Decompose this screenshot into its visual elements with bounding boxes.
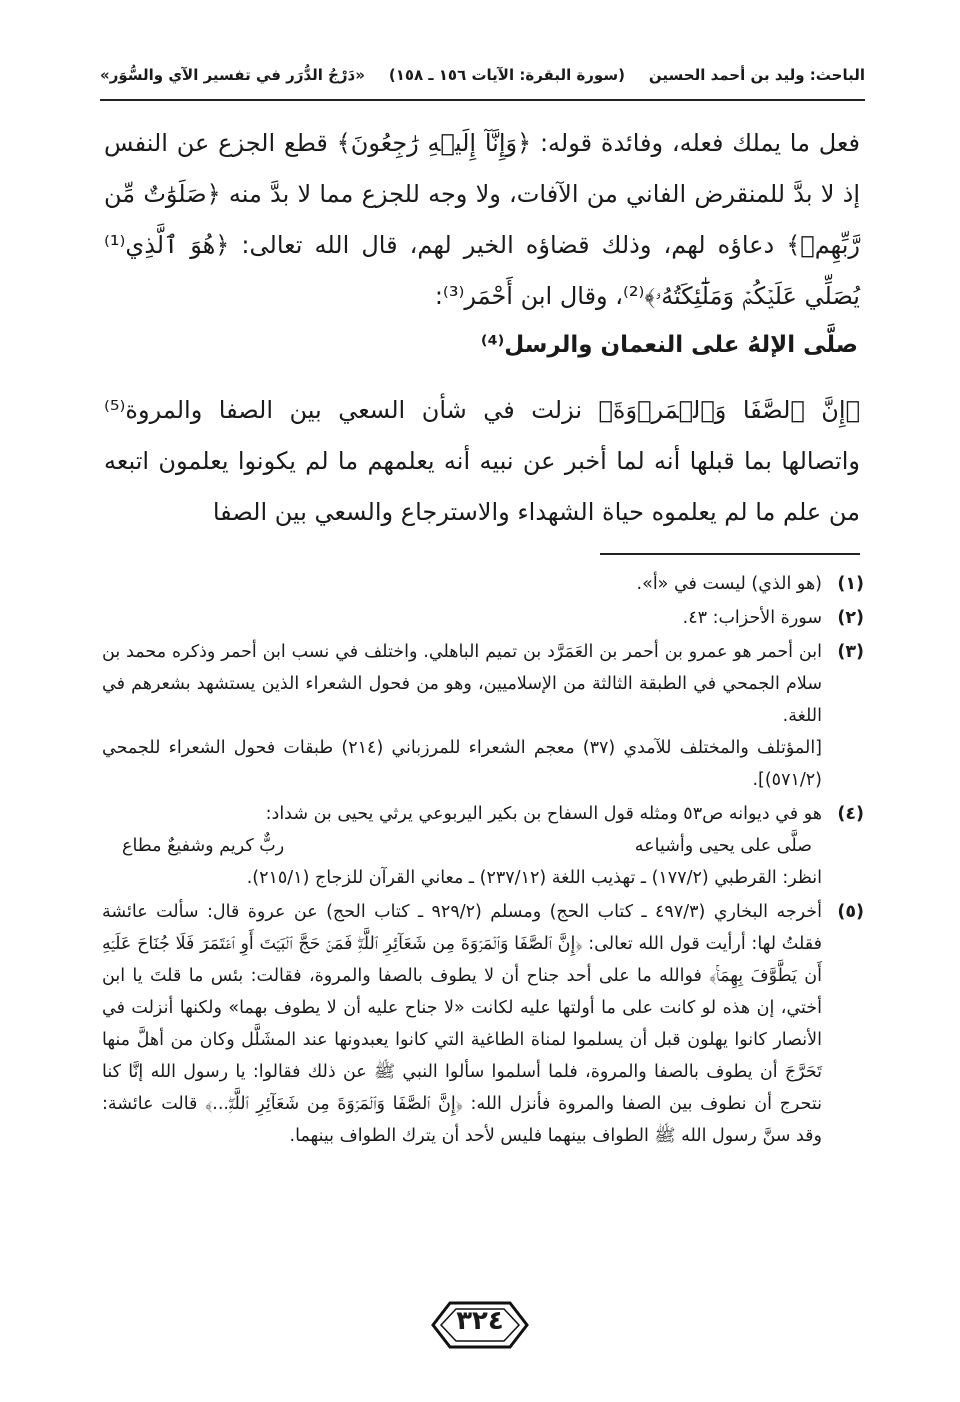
footnote-1 bbox=[102, 568, 864, 600]
body-text: ﴿إِنَّ ٱلصَّفَا وَٱلۡمَرۡوَةَ﴾ نزلت في شأن السعي بين الصفا والمروة⁽⁵⁾ واتصالها بما قبلها أنه لما أخبر عن نبيه أنه يعلمهم ما لم يكونوا يعلمون اتبعه من علم ما لم يعلموه حياة الشهداء والاسترجاع والسعي بين الصفا bbox=[104, 396, 860, 526]
running-header bbox=[100, 55, 865, 95]
footnotes bbox=[102, 568, 864, 1154]
footnote-text: هو في ديوانه ص٥٣ ومثله قول السفاح بن بكير اليربوعي يرثي يحيى بن شداد: bbox=[265, 804, 822, 824]
footnote-4 bbox=[102, 798, 864, 894]
footnote-text: (هو الذي) ليست في «أ». bbox=[636, 574, 822, 594]
body-text: فعل ما يملك فعله، وفائدة قوله: ﴿وَإِنَّآ إِلَيۡهِ رَٰجِعُونَ﴾ قطع الجزع عن النفس إذ لا بدَّ للمنقرض الفاني من الآفات، ولا وجه للجزع مما لا بدَّ منه ﴿صَلَوَٰتٌ مِّن رَّبِّهِمۡ﴾ دعاؤه لهم، وذلك قضاؤه الخير لهم، قال الله تعالى: ﴿هُوَ ٱلَّذِي⁽¹⁾ يُصَلِّي عَلَيۡكُمۡ وَمَلَٰٓئِكَتُهُۥ﴾⁽²⁾، وقال ابن أَحْمَر⁽³⁾: bbox=[104, 129, 860, 310]
header-book-title: «دَرْجُ الدُّرَر في تفسير الآي والسُّوَر» bbox=[100, 66, 365, 84]
footnote-number: (١) bbox=[837, 574, 864, 594]
footnote-poem bbox=[102, 830, 822, 862]
footnote-3 bbox=[102, 636, 864, 796]
footnote-number: (٣) bbox=[837, 642, 864, 662]
footnote-number: (٤) bbox=[837, 804, 864, 824]
header-author: الباحث: وليد بن أحمد الحسين bbox=[648, 66, 865, 84]
footnote-2 bbox=[102, 602, 864, 634]
poem-hemistich-1: صلَّى على يحيى وأشياعه bbox=[634, 836, 812, 856]
footnote-references: انظر: القرطبي (١٧٧/٢) ـ تهذيب اللغة (٢٣٧/١٢) ـ معاني القرآن للزجاج (٢١٥/١). bbox=[246, 868, 822, 888]
body-paragraph-2 bbox=[104, 385, 860, 538]
page-number: ٣٢٤ bbox=[456, 1306, 504, 1336]
footnote-text: ابن أحمر هو عمرو بن أحمر بن العَمَرَّد بن تميم الباهلي. واختلف في نسب ابن أحمر وذكره محمد بن سلام الجمحي في الطبقة الثالثة من الإسلاميين، وهو من فحول الشعراء الذين يستشهد بشعرهم في اللغة. bbox=[102, 642, 822, 726]
footnote-number: (٥) bbox=[837, 902, 864, 922]
footnote-text: سورة الأحزاب: ٤٣. bbox=[682, 608, 822, 628]
header-rule bbox=[100, 99, 865, 101]
footnote-text: أخرجه البخاري (٤٩٧/٣ ـ كتاب الحج) ومسلم (٩٢٩/٢ ـ كتاب الحج) عن عروة قال: سألت عائشة فقلتُ لها: أرأيت قول الله تعالى: ﴿إِنَّ ٱلصَّفَا وَٱلۡمَرۡوَةَ مِن شَعَآئِرِ ٱللَّهِۖ فَمَنۡ حَجَّ ٱلۡبَيۡتَ أَوِ ٱعۡتَمَرَ فَلَا جُنَاحَ عَلَيۡهِ أَن يَطَّوَّفَ بِهِمَاۚ﴾ فوالله ما على أحد جناح أن لا يطوف بالصفا والمروة، فقالت: بئس ما قلتَ يا ابن أختي، إن هذه لو كانت على ما أولتها عليه لكانت «لا جناح عليه أن لا يطوف بهما» ولكنها أنزلت في الأنصار كانوا يهلون قبل أن يسلموا لمناة الطاغية التي كانوا يعبدونها عند المشَلَّل وكان من أهلَّ منها تَحَرَّجَ أن يطوف بالصفا والمروة، فلما أسلموا سألوا النبي ﷺ عن ذلك فقالوا: يا رسول الله إنَّا كنا نتحرج أن نطوف بين الصفا والمروة فأنزل الله: ﴿إِنَّ ٱلصَّفَا وَٱلۡمَرۡوَةَ مِن شَعَآئِرِ ٱللَّهِۖ...﴾ قالت عائشة: وقد سنَّ رسول الله ﷺ الطواف بينهما فليس لأحد أن يترك الطواف بينهما. bbox=[102, 902, 822, 1146]
body-paragraph-1 bbox=[104, 118, 860, 322]
footnote-number: (٢) bbox=[837, 608, 864, 628]
poem-hemistich-2: ربٌّ كريم وشفيعٌ مطاع bbox=[122, 836, 285, 856]
footnote-separator bbox=[600, 553, 860, 555]
footnote-references: [المؤتلف والمختلف للآمدي (٣٧) معجم الشعراء للمرزباني (٢١٤) طبقات فحول الشعراء للجمحي (٥٧١/٢)]. bbox=[102, 738, 823, 790]
header-section: (سورة البقرة: الآيات ١٥٦ ـ ١٥٨) bbox=[388, 66, 625, 84]
footnote-5 bbox=[102, 896, 864, 1152]
poetry-verse: صلَّى الإلهُ على النعمان والرسل⁽⁴⁾ bbox=[480, 332, 858, 358]
